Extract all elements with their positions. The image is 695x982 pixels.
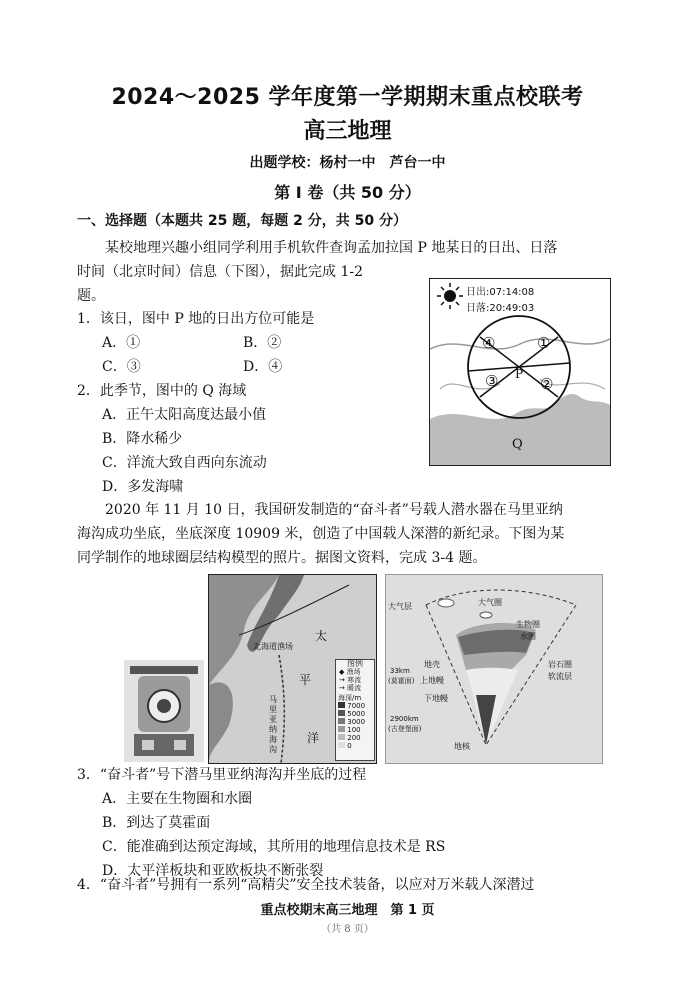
label-asthenosphere: 软流层 xyxy=(548,672,572,681)
depth-2: 5000 xyxy=(347,710,366,718)
earth-layer-model-photo xyxy=(385,574,603,764)
direction-4: ④ xyxy=(482,334,496,352)
legend-fishery: 渔场 xyxy=(346,668,361,676)
label-crust: 地壳 xyxy=(424,660,440,669)
q1-option-c: C．③ xyxy=(102,359,141,375)
q3-option-c: C．能准确到达预定海域，其所用的地理信息技术是 RS xyxy=(102,839,446,855)
q1-stem: 1．该日，图中 P 地的日出方位可能是 xyxy=(77,311,315,327)
q2-option-b: B．降水稀少 xyxy=(102,431,183,447)
q2-option-a: A．正午太阳高度达最小值 xyxy=(102,407,267,423)
depth-3: 3000 xyxy=(347,718,366,726)
q1-option-a: A．① xyxy=(102,335,141,351)
q2-stem: 2．此季节，图中的 Q 海域 xyxy=(77,383,247,399)
fishery-label: 北海道渔场 xyxy=(253,642,293,651)
intro2-line3: 同学制作的地球圈层结构模型的照片。据图文资料，完成 3-4 题。 xyxy=(77,550,487,566)
schools: 出题学校：杨村一中 芦台一中 xyxy=(249,155,446,171)
depth-5: 200 xyxy=(347,734,361,742)
depth-6: 0 xyxy=(347,742,352,750)
page-count: （共 8 页） xyxy=(321,924,374,935)
sunrise-time: 日出:07:14:08 xyxy=(466,287,535,298)
moho-label: (莫霍面) xyxy=(388,677,415,685)
label-biosphere: 生物圈 xyxy=(516,620,540,629)
direction-2: ② xyxy=(540,375,554,393)
sunset-time: 日落:20:49:03 xyxy=(466,303,535,314)
q3-option-a: A．主要在生物圈和水圈 xyxy=(102,791,253,807)
ocean-char-1: 太 xyxy=(315,629,328,643)
submersible-photo xyxy=(124,660,204,762)
q3-option-b: B．到达了莫霍面 xyxy=(102,815,211,831)
q3-option-d: D．太平洋板块和亚欧板块不断张裂 xyxy=(102,863,324,879)
exam-title: 2024～2025 学年度第一学期期末重点校联考 xyxy=(111,85,584,110)
label-upper-mantle: 上地幔 xyxy=(420,676,444,685)
direction-1: ① xyxy=(537,334,551,352)
volume-title: 第 Ⅰ 卷（共 50 分） xyxy=(274,183,421,202)
trench-char-5: 海 xyxy=(269,735,277,744)
q2-option-c: C．洋流大致自西向东流动 xyxy=(102,455,267,471)
trench-label xyxy=(269,695,279,755)
map-legend: 图例 ◆ 渔场 → 寒流 → 暖流 海深/m 7000 5000 3000 100 200 0 xyxy=(335,659,375,761)
label-hydrosphere: 水圈 xyxy=(520,632,536,641)
depth-4: 100 xyxy=(347,726,361,734)
gutenberg-label: (古登堡面) xyxy=(388,725,422,733)
section-heading: 一、选择题（本题共 25 题，每题 2 分，共 50 分） xyxy=(77,213,407,229)
intro2-line1: 2020 年 11 月 10 日，我国研发制造的“奋斗者”号载人潜水器在马里亚纳 xyxy=(105,502,563,518)
intro1-line3: 题。 xyxy=(77,288,105,304)
legend-title: 图例 xyxy=(347,659,363,668)
trench-char-1: 马 xyxy=(269,695,277,704)
point-p: P xyxy=(515,367,524,381)
trench-char-2: 里 xyxy=(269,705,277,714)
trench-char-4: 纳 xyxy=(269,725,277,734)
q1-option-d: D．④ xyxy=(243,359,283,375)
depth-1: 7000 xyxy=(347,702,366,710)
q4-stem: 4．“奋斗者”号拥有一系列“高精尖”安全技术装备，以应对万米载人深潜过 xyxy=(77,877,535,893)
sea-q: Q xyxy=(512,437,523,452)
label-atmosphere: 大气圈 xyxy=(478,598,502,607)
legend-warm: 暖流 xyxy=(347,684,362,692)
trench-char-6: 沟 xyxy=(269,745,277,754)
direction-3: ③ xyxy=(485,372,499,390)
label-atmosphere-layer: 大气层 xyxy=(388,602,412,611)
subject-title: 高三地理 xyxy=(303,119,392,144)
intro1-line2: 时间（北京时间）信息（下图），据此完成 1-2 xyxy=(77,264,363,280)
pacific-map xyxy=(208,574,377,764)
trench-char-3: 亚 xyxy=(269,715,277,724)
intro1-line1: 某校地理兴趣小组同学利用手机软件查询孟加拉国 P 地某日的日出、日落 xyxy=(105,240,558,256)
label-core: 地核 xyxy=(454,742,470,751)
label-lower-mantle: 下地幔 xyxy=(424,694,448,703)
bangladesh-map xyxy=(429,278,611,466)
gutenberg-depth: 2900km xyxy=(390,715,419,723)
depth-title: 海深/m xyxy=(338,694,362,702)
ocean-char-2: 平 xyxy=(299,673,312,687)
ocean-char-3: 洋 xyxy=(307,731,320,745)
q2-option-d: D．多发海啸 xyxy=(102,479,184,495)
intro2-line2: 海沟成功坐底，坐底深度 10909 米，创造了中国载人深潜的新纪录。下图为某 xyxy=(77,526,565,542)
label-lithosphere: 岩石圈 xyxy=(548,660,572,669)
page-footer: 重点校期末高三地理 第 1 页 xyxy=(260,903,435,918)
submersible-drawing xyxy=(124,660,204,762)
legend-cold: 寒流 xyxy=(347,676,362,684)
moho-depth: 33km xyxy=(390,667,410,675)
q1-option-b: B．② xyxy=(243,335,282,351)
q3-stem: 3．“奋斗者”号下潜马里亚纳海沟并坐底的过程 xyxy=(77,767,367,783)
